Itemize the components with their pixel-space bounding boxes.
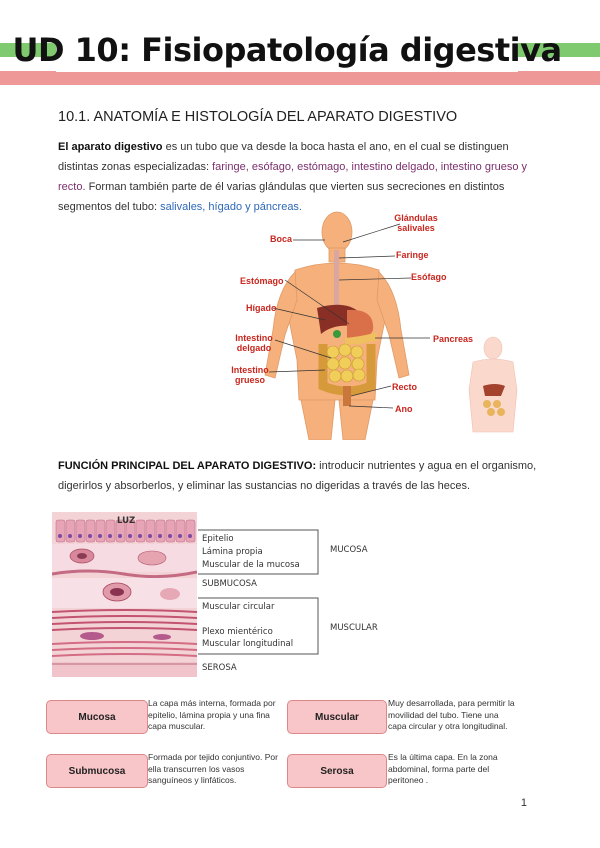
desc-serosa: Es la última capa. En la zona abdominal, forma parte del peritoneo . (388, 752, 498, 785)
page-number: 1 (520, 797, 527, 809)
card-serosa: Serosa (287, 754, 387, 788)
label-glandulas-salivales: Glándulas salivales (394, 213, 438, 233)
intro-organs: faringe, esófago, estómago, intestino delgado, intestino grueso y recto. (58, 161, 528, 193)
histology-illustration (52, 512, 197, 677)
intro-glands: salivales, hígado y páncreas. (160, 201, 302, 213)
label-boca: Boca (270, 234, 293, 244)
intro-text-2: Forman también parte de él varias glándulas que vierten sus secreciones en distintos segmentos del tubo: (58, 181, 505, 213)
layer-plexo-mienterico: Plexo mientérico (202, 627, 273, 637)
desc-muscular: Muy desarrollada, para permitir la movilidad del tubo. Tiene una capa circular y otra longitudinal. (388, 698, 515, 731)
label-recto: Recto (392, 382, 418, 392)
layer-muscular-circular: Muscular circular (202, 602, 275, 612)
layer-lamina-propia: Lámina propia (202, 547, 263, 557)
label-higado: Hígado (246, 303, 277, 313)
intro-bold: El aparato digestivo (58, 141, 163, 153)
function-text: introducir nutrientes y agua en el organismo, digerirlos y absorberlos, y eliminar las sustancias no digeridas a través de las heces. (58, 460, 537, 492)
label-esofago: Esófago (411, 272, 447, 282)
desc-submucosa: Formada por tejido conjuntivo. Por ella transcurren los vasos sanguíneos y linfáticos. (148, 752, 278, 785)
layer-muscular-mucosa: Muscular de la mucosa (202, 560, 300, 570)
page-title: UD 10: Fisiopatología digestiva (12, 31, 562, 69)
title-band-pink (0, 71, 600, 85)
desc-mucosa: La capa más interna, formada por epitelio, lámina propia y una fina capa muscular. (148, 698, 276, 731)
inset-body-figure (469, 337, 517, 432)
label-faringe: Faringe (396, 250, 429, 260)
layer-brackets (198, 528, 323, 658)
label-pancreas: Pancreas (433, 334, 474, 344)
label-estomago: Estómago (240, 276, 284, 286)
layer-muscular-longitudinal: Muscular longitudinal (202, 639, 294, 649)
card-submucosa: Submucosa (46, 754, 148, 788)
card-muscular: Muscular (287, 700, 387, 734)
layer-serosa: SEROSA (202, 663, 237, 673)
label-ano: Ano (395, 404, 413, 414)
section-heading: 10.1. ANATOMÍA E HISTOLOGÍA DEL APARATO DIGESTIVO (58, 109, 458, 125)
card-mucosa: Mucosa (46, 700, 148, 734)
label-luz: LUZ (117, 516, 136, 526)
layer-epitelio: Epitelio (202, 534, 234, 544)
intro-text-1: es un tubo que va desde la boca hasta el ano, en el cual se distinguen distintas zonas especializadas: (58, 141, 509, 173)
label-intestino-grueso: Intestino grueso (231, 365, 269, 385)
title-box (12, 28, 562, 72)
label-intestino-delgado: Intestino delgado (235, 333, 273, 353)
layer-submucosa: SUBMUCOSA (202, 579, 257, 589)
function-bold: FUNCIÓN PRINCIPAL DEL APARATO DIGESTIVO: (58, 460, 317, 472)
group-mucosa: MUCOSA (330, 545, 368, 555)
group-muscular: MUSCULAR (330, 623, 378, 633)
function-paragraph (58, 456, 538, 496)
